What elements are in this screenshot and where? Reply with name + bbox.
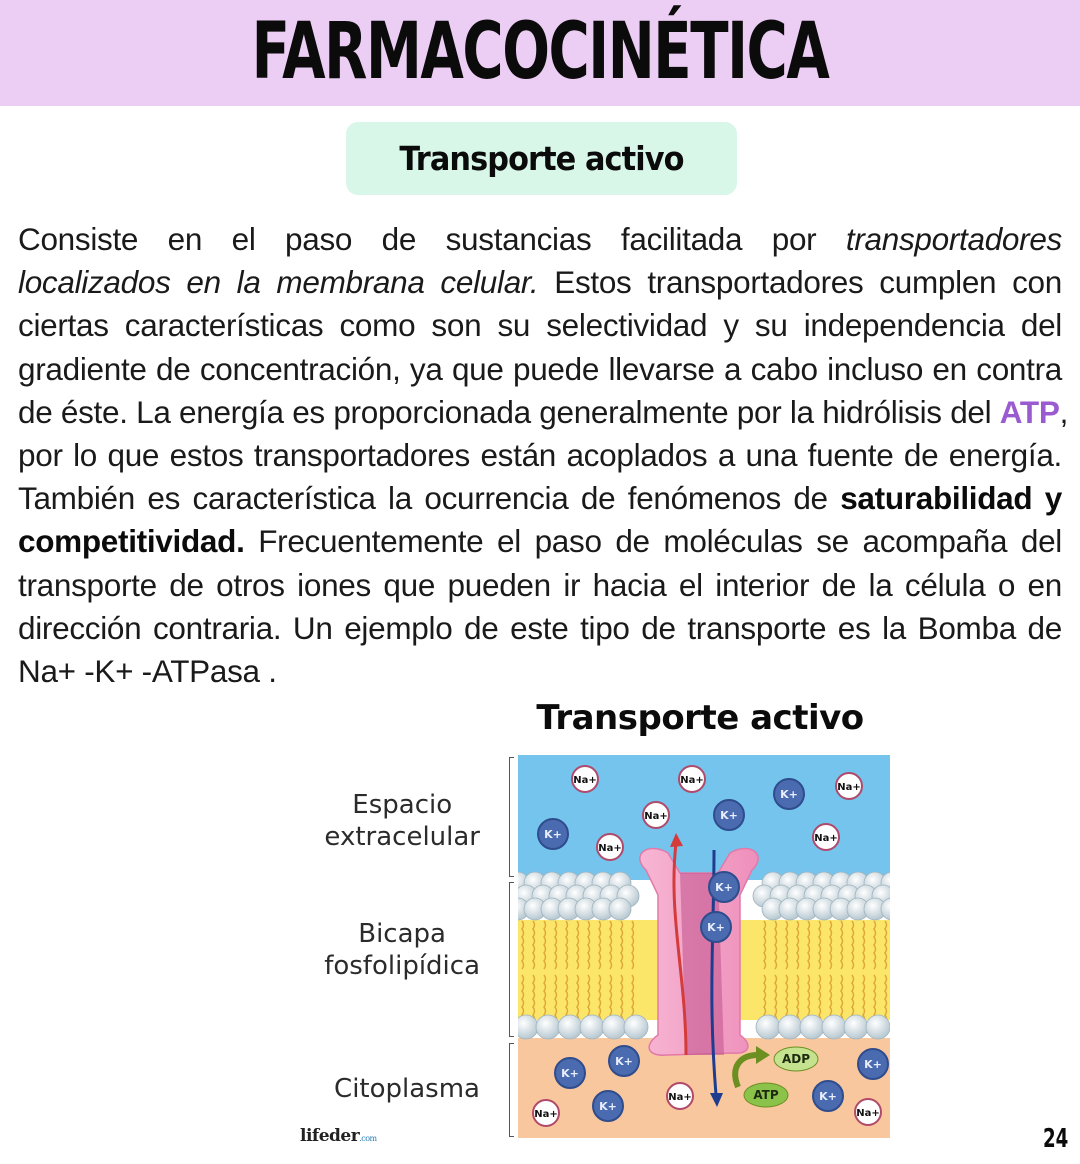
bracket-cytoplasm <box>509 1043 516 1137</box>
transport-protein <box>640 848 758 1055</box>
k-ion <box>538 819 568 849</box>
na-ion <box>597 834 623 860</box>
text-run: transportadores <box>845 221 1062 257</box>
na-ion <box>533 1100 559 1126</box>
na-ion <box>836 773 862 799</box>
logo-suffix: .com <box>359 1134 377 1143</box>
k-ion <box>593 1091 623 1121</box>
k-ion <box>609 1046 639 1076</box>
svg-text:K+: K+ <box>707 921 725 934</box>
na-ion <box>855 1099 881 1125</box>
text-run: localizados en la membrana celular. <box>18 264 539 301</box>
paragraph-line <box>18 348 1062 391</box>
svg-text:K+: K+ <box>780 788 798 801</box>
label-extracellular <box>324 789 480 853</box>
label-cytoplasm <box>334 1073 480 1105</box>
label-extracellular-line1: Espacio <box>352 790 453 820</box>
bracket-bilayer <box>509 882 516 1037</box>
svg-text:Na+: Na+ <box>814 833 838 844</box>
membrane-diagram <box>518 755 890 1138</box>
text-run: También es característica la ocurrencia de fenómenos de <box>18 480 841 517</box>
page-title: FARMACOCINÉTICA <box>251 7 829 97</box>
text-run: de éste. La energía es proporcionada generalmente por la hidrólisis del <box>18 393 1000 430</box>
diagram-title: Transporte activo <box>536 698 864 738</box>
svg-text:Na+: Na+ <box>573 775 597 786</box>
bracket-extracellular <box>509 757 516 877</box>
svg-text:K+: K+ <box>544 828 562 841</box>
svg-text:Na+: Na+ <box>598 843 622 854</box>
atp-highlight: ATP <box>999 393 1060 430</box>
svg-text:Na+: Na+ <box>837 782 861 793</box>
atp-molecule <box>744 1083 788 1107</box>
logo-text: lifeder <box>300 1126 360 1146</box>
text-run: saturabilidad y <box>840 480 1062 517</box>
page-number: 24 <box>1043 1124 1069 1154</box>
body-paragraph <box>18 218 1069 693</box>
k-ion <box>709 872 739 902</box>
label-bilayer <box>324 918 480 982</box>
na-ion <box>679 766 705 792</box>
adp-molecule <box>774 1047 818 1071</box>
lifeder-logo <box>300 1126 377 1146</box>
label-cytoplasm-line1: Citoplasma <box>334 1074 480 1104</box>
svg-text:Na+: Na+ <box>668 1092 692 1103</box>
text-run: ciertas características como son su selectividad y su independencia del <box>18 307 1062 344</box>
text-run: Estos transportadores cumplen con <box>538 264 1062 301</box>
paragraph-line <box>18 304 1062 347</box>
svg-text:K+: K+ <box>615 1055 633 1068</box>
na-ion <box>572 766 598 792</box>
paragraph-line <box>18 607 1062 650</box>
svg-text:Na+: Na+ <box>856 1108 880 1119</box>
text-run: dirección contraria. Un ejemplo de este tipo de transporte es la Bomba de <box>18 609 1062 646</box>
text-run: Frecuentemente el paso de moléculas se acompaña del <box>244 523 1062 560</box>
svg-text:ADP: ADP <box>781 1052 811 1066</box>
svg-text:K+: K+ <box>599 1100 617 1113</box>
paragraph-line <box>18 391 1069 434</box>
paragraph-line <box>18 218 1062 261</box>
svg-text:K+: K+ <box>819 1090 837 1103</box>
header-band <box>0 0 1080 106</box>
text-run: por lo que estos transportadores están acoplados a una fuente de energía. <box>18 436 1062 473</box>
section-subtitle: Transporte activo <box>399 139 684 178</box>
paragraph-line <box>18 520 1062 563</box>
svg-text:ATP: ATP <box>753 1088 779 1102</box>
paragraph-line <box>18 564 1062 607</box>
svg-text:K+: K+ <box>864 1058 882 1071</box>
text-run: , <box>1059 393 1069 430</box>
paragraph-line <box>18 261 1062 304</box>
section-subtitle-pill <box>346 122 737 195</box>
svg-text:Na+: Na+ <box>534 1109 558 1120</box>
text-run: competitividad. <box>18 523 245 560</box>
k-ion <box>714 800 744 830</box>
na-ion <box>643 802 669 828</box>
svg-text:Na+: Na+ <box>680 775 704 786</box>
svg-text:K+: K+ <box>715 881 733 894</box>
k-ion <box>701 912 731 942</box>
label-bilayer-line1: Bicapa <box>358 919 446 949</box>
text-run: Consiste en el paso de sustancias facilitada por <box>18 221 846 257</box>
k-ion <box>774 779 804 809</box>
na-ion <box>667 1083 693 1109</box>
na-ion <box>813 824 839 850</box>
svg-text:Na+: Na+ <box>644 811 668 822</box>
label-bilayer-line2: fosfolipídica <box>324 951 480 981</box>
k-ion <box>858 1049 888 1079</box>
label-extracellular-line2: extracelular <box>324 822 480 852</box>
svg-text:K+: K+ <box>720 809 738 822</box>
paragraph-line <box>18 650 1062 693</box>
text-run: Na+ -K+ -ATPasa . <box>18 652 277 689</box>
text-run: transporte de otros iones que pueden ir hacia el interior de la célula o en <box>18 566 1062 603</box>
text-run: gradiente de concentración, ya que puede llevarse a cabo incluso en contra <box>18 350 1062 387</box>
paragraph-line <box>18 477 1062 520</box>
svg-text:K+: K+ <box>561 1067 579 1080</box>
k-ion <box>813 1081 843 1111</box>
paragraph-line <box>18 434 1062 477</box>
k-ion <box>555 1058 585 1088</box>
